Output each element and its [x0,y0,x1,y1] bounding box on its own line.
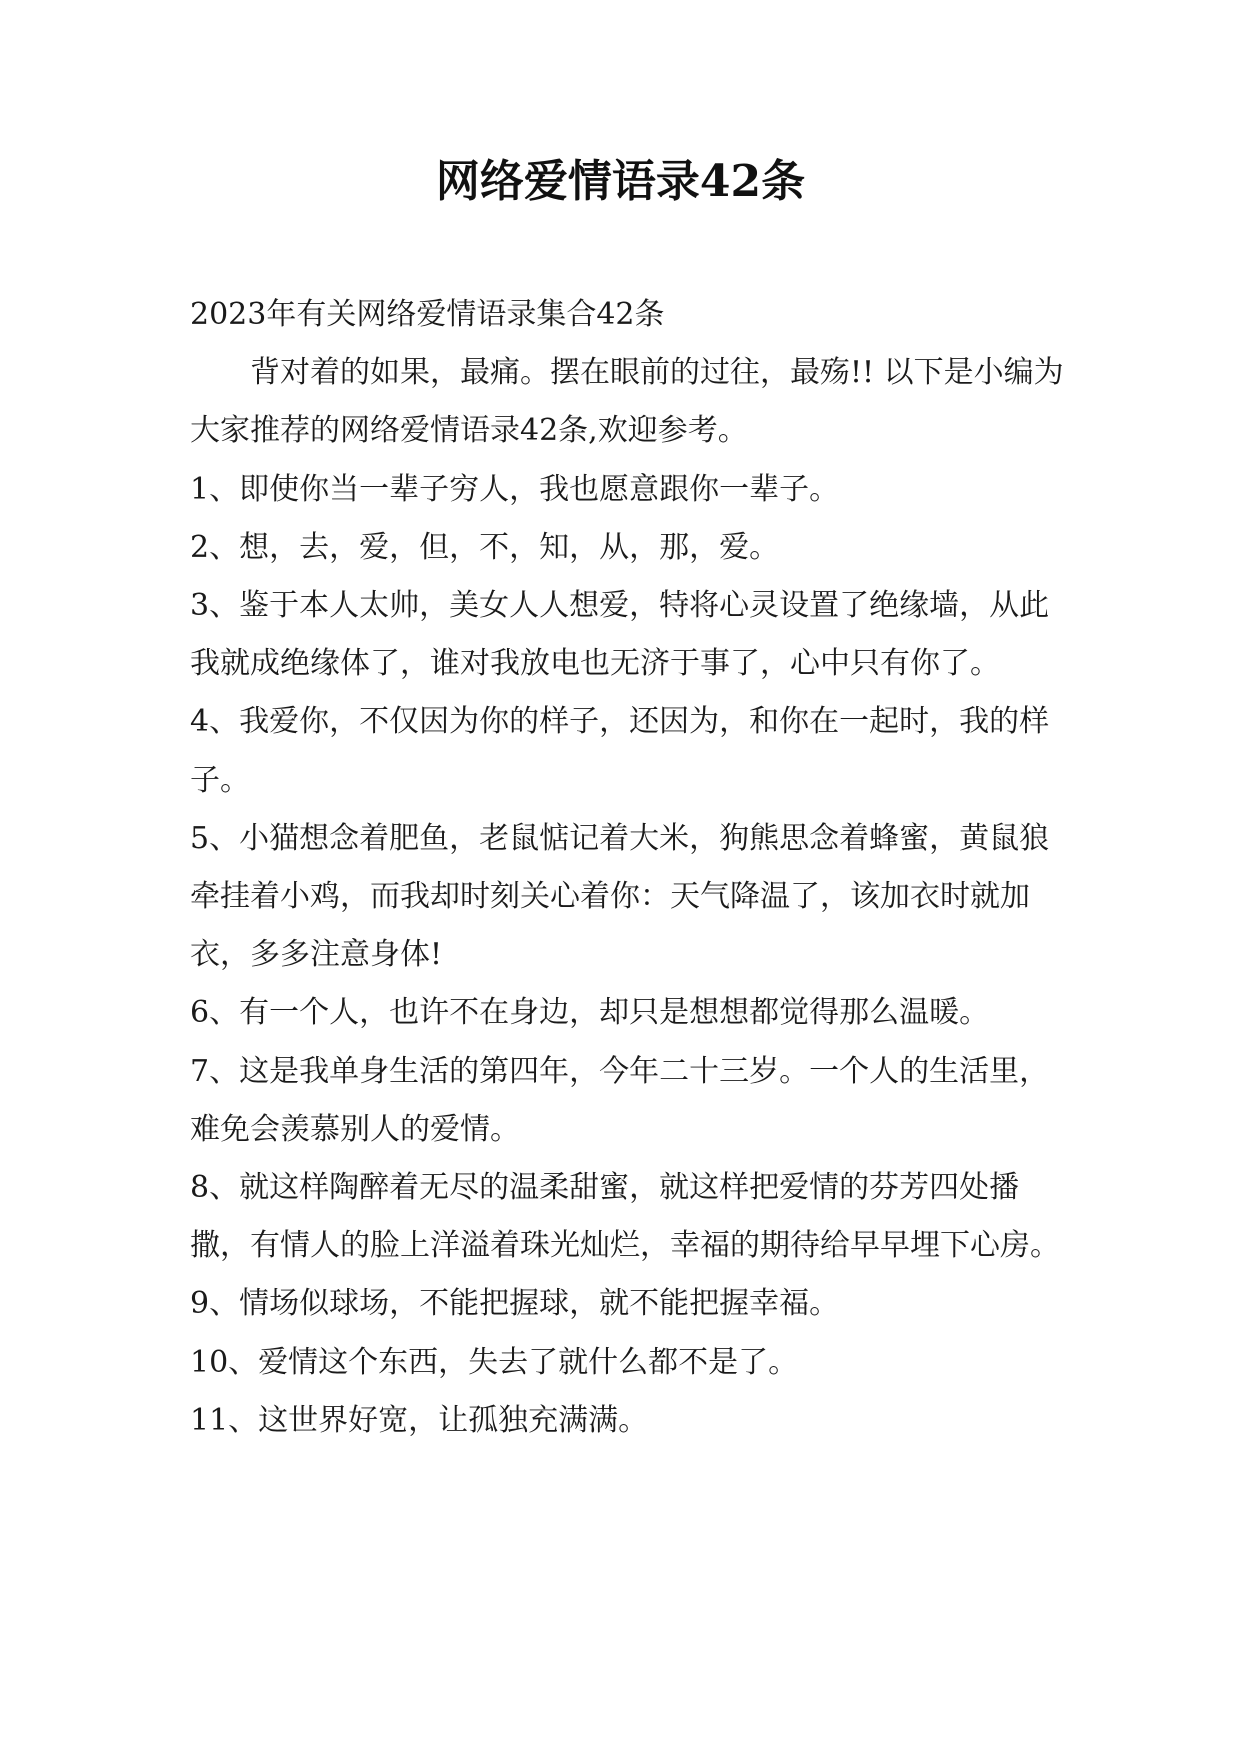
quote-item: 10、爱情这个东西，失去了就什么都不是了。 [190,1344,799,1380]
document-subtitle: 2023年有关网络爱情语录集合42条 [190,297,665,332]
quote-item: 1、即使你当一辈子穷人，我也愿意跟你一辈子。 [190,471,840,507]
quote-item: 2、想，去，爱，但，不，知，从，那，爱。 [190,529,780,565]
document-title: 网络爱情语录42条 [435,156,806,207]
quote-item: 11、这世界好宽，让孤独充满满。 [190,1402,649,1438]
quote-item: 7、这是我单身生活的第四年，今年二十三岁。一个人的生活里，难免会羡慕别人的爱情。 [190,1053,1050,1147]
quote-item: 9、情场似球场，不能把握球，就不能把握幸福。 [190,1286,840,1322]
quote-item: 8、就这样陶醉着无尽的温柔甜蜜，就这样把爱情的芬芳四处播撒，有情人的脸上洋溢着珠光灿烂，幸福的期待给早早埋下心房。 [190,1170,1060,1264]
quote-item: 4、我爱你，不仅因为你的样子，还因为，和你在一起时，我的样子。 [190,704,1050,798]
intro-paragraph: 背对着的如果，最痛。摆在眼前的过往，最殇!! 以下是小编为大家推荐的网络爱情语录42条,欢迎参考。 [190,355,1064,449]
quote-item: 6、有一个人，也许不在身边，却只是想想都觉得那么温暖。 [190,995,990,1031]
quote-item: 3、鉴于本人太帅，美女人人想爱，特将心灵设置了绝缘墙，从此我就成绝缘体了，谁对我放电也无济于事了，心中只有你了。 [190,588,1050,682]
document-body [190,286,1070,1450]
quote-item: 5、小猫想念着肥鱼，老鼠惦记着大米，狗熊思念着蜂蜜，黄鼠狼牵挂着小鸡，而我却时刻关心着你：天气降温了，该加衣时就加衣，多多注意身体! [190,820,1050,973]
